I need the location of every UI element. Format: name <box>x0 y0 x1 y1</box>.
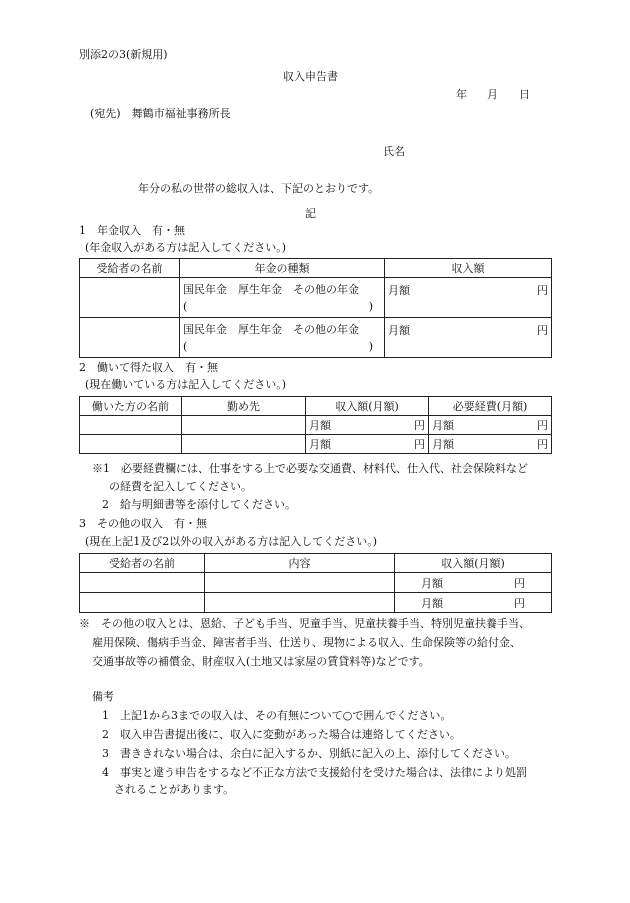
content-cell[interactable] <box>205 593 395 613</box>
employment-table <box>79 396 552 454</box>
col-income-amount: 収入額 <box>385 259 552 278</box>
monthly-label: 月額 <box>309 419 331 432</box>
monthly-income-cell[interactable] <box>306 435 429 454</box>
monthly-income-cell[interactable] <box>306 416 429 435</box>
worker-name-cell[interactable] <box>80 435 182 454</box>
pension-type-cell[interactable] <box>180 278 385 318</box>
monthly-label: 月額 <box>421 576 443 590</box>
table-row <box>80 435 552 454</box>
paren-close: ) <box>368 339 373 353</box>
date-day-label: 日 <box>519 88 530 101</box>
remark-item-2: 2 収入申告書提出後に、収入に変動があった場合は連絡してください。 <box>102 728 461 741</box>
monthly-label: 月額 <box>432 438 454 451</box>
table-row <box>80 318 552 358</box>
table-row <box>80 278 552 318</box>
pension-type-options: 国民年金 厚生年金 その他の年金 <box>183 282 359 296</box>
paren-open: ( <box>183 339 188 353</box>
monthly-label: 月額 <box>388 324 410 337</box>
other-income-explain-line1: ※ その他の収入とは、恩給、子ども手当、児童手当、児童扶養手当、特別児童扶養手当、 <box>79 617 530 630</box>
employer-cell[interactable] <box>182 435 306 454</box>
col-worker-name: 働いた方の名前 <box>80 397 182 416</box>
employment-table-header <box>80 397 552 416</box>
date-month-label: 月 <box>487 88 498 101</box>
other-income-explain-line2: 雇用保険、傷病手当金、障害者手当、仕送り、現物による収入、生命保険等の給付金、 <box>92 636 521 649</box>
col-recipient-name: 受給者の名前 <box>80 554 205 573</box>
worker-name-cell[interactable] <box>80 416 182 435</box>
remark-item-4-continued: されることがあります。 <box>114 783 235 796</box>
section1-note: (年金収入がある方は記入してください。) <box>85 241 287 254</box>
col-employer: 勤め先 <box>182 397 306 416</box>
section3-heading: 3 その他の収入 有・無 <box>79 517 207 530</box>
yen-label: 円 <box>537 284 548 297</box>
section2-heading: 2 働いて得た収入 有・無 <box>79 361 218 374</box>
recipient-name-cell[interactable] <box>80 318 180 358</box>
paren-open: ( <box>183 299 188 313</box>
table-row <box>80 593 552 613</box>
col-content: 内容 <box>205 554 395 573</box>
income-amount-cell[interactable] <box>385 278 552 318</box>
monthly-income-cell[interactable] <box>395 573 552 593</box>
yen-label: 円 <box>514 596 525 610</box>
yen-label: 円 <box>514 576 525 590</box>
monthly-label: 月額 <box>309 438 331 451</box>
form-number: 別添2の3(新規用) <box>79 48 168 61</box>
expenses-cell[interactable] <box>429 435 552 454</box>
col-monthly-income: 収入額(月額) <box>306 397 429 416</box>
remark-item-1: 1 上記1から3までの収入は、その有無について○で囲んでください。 <box>102 709 452 722</box>
section3-note: (現在上記1及び2以外の収入がある方は記入してください。) <box>85 535 378 548</box>
content-cell[interactable] <box>205 573 395 593</box>
page-title: 収入申告書 <box>283 70 338 83</box>
yen-label: 円 <box>537 438 548 451</box>
date-year-label: 年 <box>456 88 467 101</box>
name-label: 氏名 <box>383 145 405 158</box>
intro-text: 年分の私の世帯の総収入は、下記のとおりです。 <box>138 182 380 195</box>
other-income-table-header <box>80 554 552 573</box>
ki-label: 記 <box>305 207 316 220</box>
monthly-label: 月額 <box>421 596 443 610</box>
yen-label: 円 <box>414 438 425 451</box>
remarks-heading: 備考 <box>92 690 114 703</box>
recipient-name-cell[interactable] <box>80 278 180 318</box>
section2-note1-line1: ※1 必要経費欄には、仕事をする上で必要な交通費、材料代、仕入代、社会保険料など <box>92 462 528 475</box>
addressee: (宛先) 舞鶴市福祉事務所長 <box>90 107 231 120</box>
yen-label: 円 <box>537 324 548 337</box>
yen-label: 円 <box>414 419 425 432</box>
yen-label: 円 <box>537 419 548 432</box>
recipient-name-cell[interactable] <box>80 593 205 613</box>
remark-item-3: 3 書ききれない場合は、余白に記入するか、別紙に記入の上、添付してください。 <box>102 747 516 760</box>
section2-note2: 2 給与明細書等を添付してください。 <box>102 498 296 511</box>
remark-item-4: 4 事実と違う申告をするなど不正な方法で支援給付を受けた場合は、法律により処罰 <box>102 766 527 779</box>
col-recipient-name: 受給者の名前 <box>80 259 180 278</box>
pension-table <box>79 258 552 358</box>
col-pension-type: 年金の種類 <box>180 259 385 278</box>
pension-type-cell[interactable] <box>180 318 385 358</box>
monthly-label: 月額 <box>432 419 454 432</box>
recipient-name-cell[interactable] <box>80 573 205 593</box>
other-income-table <box>79 553 552 613</box>
table-row <box>80 573 552 593</box>
pension-type-options: 国民年金 厚生年金 その他の年金 <box>183 322 359 336</box>
monthly-label: 月額 <box>388 284 410 297</box>
section1-heading: 1 年金収入 有・無 <box>79 224 185 237</box>
pension-table-header <box>80 259 552 278</box>
expenses-cell[interactable] <box>429 416 552 435</box>
income-amount-cell[interactable] <box>385 318 552 358</box>
monthly-income-cell[interactable] <box>395 593 552 613</box>
col-monthly-income: 収入額(月額) <box>395 554 552 573</box>
table-row <box>80 416 552 435</box>
employer-cell[interactable] <box>182 416 306 435</box>
col-expenses: 必要経費(月額) <box>429 397 552 416</box>
section2-note1-line2: の経費を記入してください。 <box>109 480 252 493</box>
other-income-explain-line3: 交通事故等の補償金、財産収入(土地又は家屋の賃貸料等)などです。 <box>92 655 430 668</box>
paren-close: ) <box>368 299 373 313</box>
section2-note: (現在働いている方は記入してください。) <box>85 378 287 391</box>
